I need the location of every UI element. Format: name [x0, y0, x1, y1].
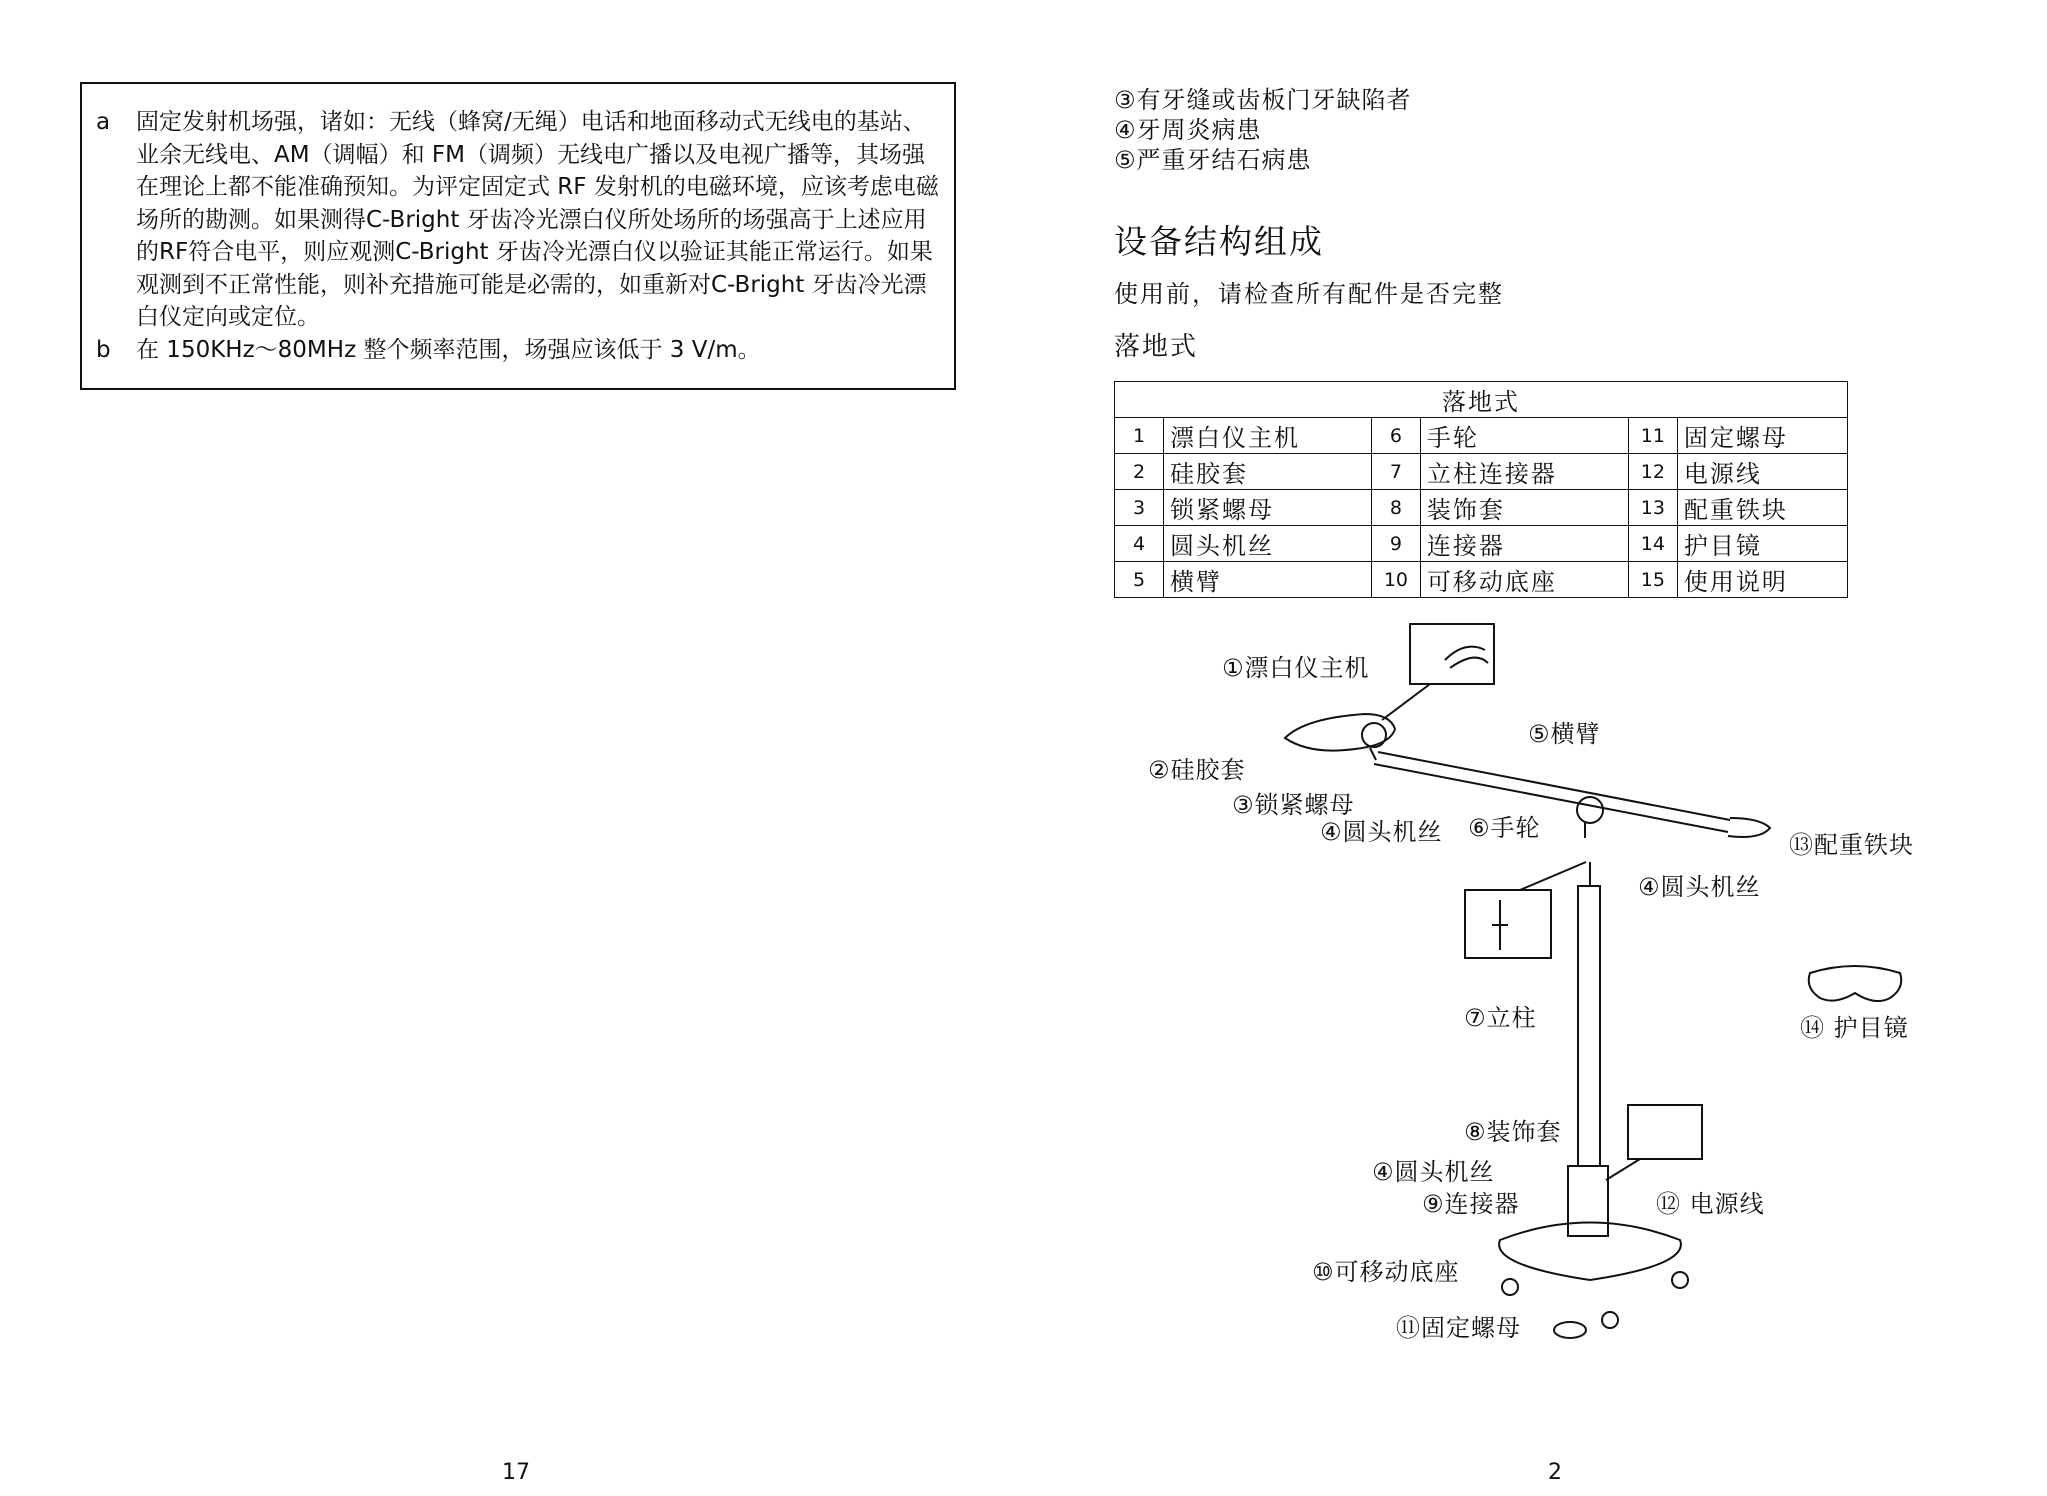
page-number-left: 17: [502, 1460, 530, 1485]
part-name: 配重铁块: [1677, 490, 1847, 526]
instruction-text: 使用前，请检查所有配件是否完整: [1114, 280, 1504, 308]
part-number: 6: [1371, 418, 1420, 454]
part-name: 连接器: [1420, 526, 1628, 562]
label-round-head-screw: ④圆头机丝: [1638, 873, 1761, 901]
column-shape: [1578, 886, 1600, 1166]
detail-inset-bottom: [1628, 1105, 1702, 1159]
note-mark: b: [96, 336, 111, 363]
label-main-unit: ①漂白仪主机: [1222, 654, 1370, 682]
part-name: 漂白仪主机: [1164, 418, 1372, 454]
part-name: 硅胶套: [1164, 454, 1372, 490]
section-title: 设备结构组成: [1114, 222, 1324, 261]
label-column: ⑦立柱: [1464, 1004, 1537, 1032]
label-lock-nut: ③锁紧螺母: [1232, 791, 1355, 819]
part-number: 8: [1371, 490, 1420, 526]
subsection-title: 落地式: [1114, 332, 1199, 362]
contraindication-item: ⑤严重牙结石病患: [1114, 146, 1312, 174]
note-text: 在 150KHz～80MHz 整个频率范围，场强应该低于 3 V/m。: [136, 336, 761, 363]
part-number: 12: [1628, 454, 1677, 490]
table-caption: 落地式: [1115, 382, 1848, 418]
label-counterweight: ⑬配重铁块: [1789, 831, 1914, 859]
goggles-shape: [1809, 966, 1902, 1001]
inset-plug: [1492, 900, 1508, 950]
inset-leader: [1606, 1159, 1640, 1180]
counterweight-shape: [1728, 818, 1770, 837]
part-name: 固定螺母: [1677, 418, 1847, 454]
label-connector: ⑨连接器: [1422, 1190, 1520, 1218]
label-power-cord: ⑫ 电源线: [1656, 1190, 1765, 1218]
part-number: 13: [1628, 490, 1677, 526]
part-name: 圆头机丝: [1164, 526, 1372, 562]
note-mark: a: [96, 109, 111, 135]
contraindication-item: ④牙周炎病患: [1114, 116, 1262, 144]
part-number: 14: [1628, 526, 1677, 562]
fixing-nut-shape: [1554, 1322, 1586, 1338]
part-number: 4: [1115, 526, 1164, 562]
label-round-head-screw: ④圆头机丝: [1320, 818, 1443, 846]
part-number: 10: [1371, 562, 1420, 598]
part-number: 11: [1628, 418, 1677, 454]
hand-wheel-shape: [1577, 797, 1603, 823]
page-number-right: 2: [1548, 1460, 1562, 1485]
contraindication-item: ③有牙缝或齿板门牙缺陷者: [1114, 86, 1412, 114]
part-name: 电源线: [1677, 454, 1847, 490]
inset-drawing: [1445, 647, 1488, 668]
label-round-head-screw: ④圆头机丝: [1372, 1158, 1495, 1186]
connector-shape: [1568, 1166, 1608, 1236]
inset-leader: [1382, 684, 1430, 720]
part-name: 护目镜: [1677, 526, 1847, 562]
part-number: 3: [1115, 490, 1164, 526]
part-number: 1: [1115, 418, 1164, 454]
label-base: ⑩可移动底座: [1312, 1258, 1460, 1286]
caster: [1672, 1272, 1688, 1288]
label-silicone-cover: ②硅胶套: [1148, 756, 1246, 784]
part-number: 5: [1115, 562, 1164, 598]
part-name: 使用说明: [1677, 562, 1847, 598]
part-number: 15: [1628, 562, 1677, 598]
part-name: 手轮: [1420, 418, 1628, 454]
caster: [1602, 1312, 1618, 1328]
part-name: 立柱连接器: [1420, 454, 1628, 490]
part-name: 可移动底座: [1420, 562, 1628, 598]
part-name: 锁紧螺母: [1164, 490, 1372, 526]
part-name: 横臂: [1164, 562, 1372, 598]
inset-leader: [1520, 862, 1586, 890]
part-name: 装饰套: [1420, 490, 1628, 526]
main-unit-joint: [1362, 723, 1386, 747]
part-number: 7: [1371, 454, 1420, 490]
main-unit-post: [1370, 748, 1376, 760]
label-goggles: ⑭ 护目镜: [1800, 1014, 1909, 1042]
caster: [1502, 1279, 1518, 1295]
label-cross-arm: ⑤横臂: [1528, 720, 1601, 748]
part-number: 9: [1371, 526, 1420, 562]
base-shape: [1499, 1223, 1681, 1281]
label-fixing-nut: ⑪固定螺母: [1396, 1314, 1521, 1342]
note-text: 固定发射机场强，诸如：无线（蜂窝/无绳）电话和地面移动式无线电的基站、业余无线电、AM（调幅）和 FM（调频）无线电广播以及电视广播等，其场强在理论上都不能准确预知。为评定固定式 RF 发射机的电磁环境，应该考虑电磁场所的勘测。如果测得C-Bright 牙齿冷光漂白仪所处场所的场强高于上述应用的RF符合电平，则应观测C-Bright 牙齿冷光漂白仪以验证其能正常运行。如果观测到不正常性能，则补充措施可能是必需的，如重新对C-Bright 牙齿冷光漂白仪定向或定位。: [136, 109, 939, 330]
label-decor-cover: ⑧装饰套: [1464, 1118, 1562, 1146]
part-number: 2: [1115, 454, 1164, 490]
label-hand-wheel: ⑥手轮: [1468, 814, 1541, 842]
